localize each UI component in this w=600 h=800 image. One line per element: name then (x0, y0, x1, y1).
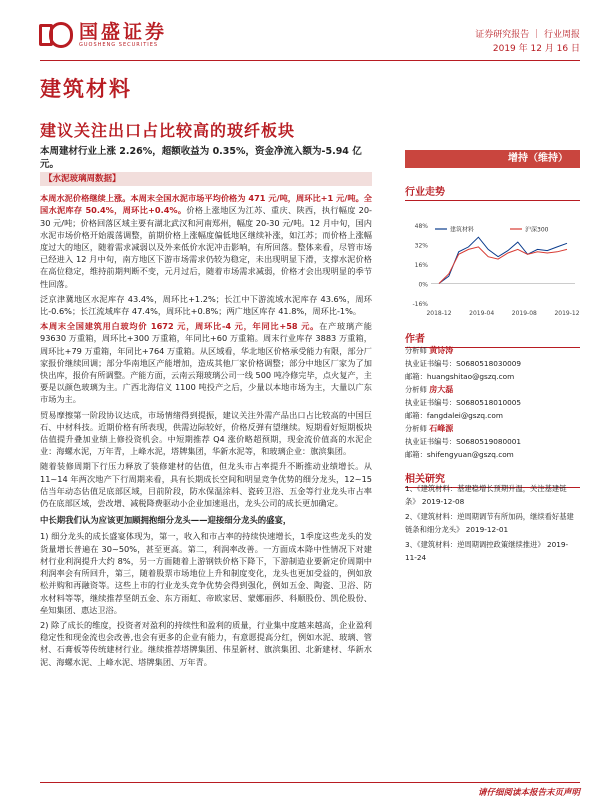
paragraph-text: 价格上涨地区为江苏、重庆、陕西，执行幅度 20-30 元/吨；价格回落区域主要有湖北武汉和河南郑州，幅度 20-30 元/吨。12 月中旬，国内水泥市场价格开始震荡调整，前期价格上涨幅度偏低地区继续补涨，如江苏；而价格上涨幅度过大的地区，随着需求减弱以及外来低价水泥冲击影响，有所回落。整体来看，尽管市场已经进入 12 月中旬，南方地区下游市场需求仍较为稳定，未出现明显下滑，支撑水泥价格在高位稳定，维持前期判断不变，元月过后，随着市场需求减弱，价格才会出现明显的季节性回落。 (40, 205, 372, 289)
research-item[interactable] (405, 538, 580, 564)
y-tick-label: 0% (418, 281, 428, 289)
author-entry (405, 383, 580, 422)
rating-badge: 增持（维持） (405, 150, 580, 168)
author-name: 房大磊 (429, 385, 454, 394)
y-tick-label: 16% (414, 262, 428, 269)
company-logo (39, 22, 167, 48)
authors-heading: 作者 (405, 330, 580, 348)
section-heading: 【水泥玻璃周数据】 (40, 172, 372, 186)
x-tick-label: 2018-12 (426, 310, 452, 317)
trend-heading: 行业走势 (405, 183, 580, 201)
header-meta (475, 28, 580, 56)
footer-divider (40, 782, 580, 783)
research-list (405, 482, 580, 566)
research-item[interactable] (405, 482, 580, 508)
author-cert: 执业证书编号：S0680518010005 (405, 398, 522, 407)
author-role: 分析师 (405, 385, 430, 394)
y-tick-label: 32% (414, 242, 428, 250)
author-name-line (405, 383, 580, 396)
authors-list (405, 344, 580, 461)
paragraph (40, 320, 372, 405)
paragraph: 1) 细分龙头的成长盛宴体现为，第一，收入和市占率的持续快速增长，1季度这些龙头的发货量增长普遍在 30~50%，甚至更高。第二，利润率改善。一方面成本降中性情况下对建材行业利润提升大约 8%，另一方面随着上游钢铁价格下降下，下游制造业要新定价周期中利润率会有所回升，第三，随着股票市场地位上升和制度变化，龙头也更加受益的，例如放松并购和再融资等。这些上市的行业龙头竞争优势会得到强化，例如五金、陶瓷、卫浴、防水材料等等，继续推荐坚朗五金、东方雨虹、帝欧家居、蒙娜丽莎、科顺股份、凯伦股份、垒知集团、惠达卫浴。 (40, 531, 372, 615)
paragraph-text: 在产玻璃产能 93630 万重箱，周环比+300 万重箱，年同比+60 万重箱。周末行业库存 3883 万重箱，周环比+79 万重箱，年同比+764 万重箱。从区域看，华北地区价格承受能力有限，部分厂家报价继续回调；部分华南地区产能增加，造成其他厂家价格调整；部分中地区厂家为了加快出库，报价有所调整。产能方面，云南云翔玻璃公司一线 500 吨冷修完毕，点火复产，主要是以颜色玻璃为主。广西北海信义 1100 吨投产之后，少量以本地市场为主，大量以广东市场为主。 (40, 321, 372, 405)
author-role: 分析师 (405, 424, 430, 433)
paragraph: 随着装修周期下行压力释放了装修建材的估值，但龙头市占率提升不断推动业绩增长。从 11~14 年两次地产下行周期来看，具有长期成长空间和明显竞争优势的细分龙头，12~15 估当年动态估值足底部区域，目前阶段，防水保温涂料、瓷砖卫浴、五金等行业龙头市占率仍在底部区域，尝改增、减税降费驱动小企业加速退出，龙头公司的成长更加确定。 (40, 461, 372, 509)
main-body (40, 168, 372, 671)
trend-chart (405, 215, 580, 320)
author-name: 石峰源 (429, 424, 454, 433)
research-title: 3、《建筑材料：逆周期调控政策继续推进》 (405, 540, 547, 549)
legend-label: 建筑材料 (450, 226, 475, 234)
author-email[interactable]: 邮箱：shifengyuan@gszq.com (405, 450, 514, 459)
y-tick-label: -16% (412, 301, 428, 308)
header-divider (40, 60, 580, 61)
author-entry (405, 422, 580, 461)
paragraph: 泛京津冀地区水泥库存 43.4%，周环比+1.2%；长江中下游流域水泥库存 43.6%，周环比-0.6%；长江流域库存 47.4%，周环比+0.8%；两广地区库存 41.8%，周环比-1%。 (40, 293, 372, 317)
footer-note: 请仔细阅读本报告末页声明 (477, 788, 580, 798)
research-date: 2019-12-08 (421, 497, 465, 506)
report-date: 2019 年 12 月 16 日 (492, 44, 580, 54)
author-email[interactable]: 邮箱：fangdalei@gszq.com (405, 411, 503, 420)
x-tick-label: 2019-04 (469, 310, 495, 317)
summary: 本周建材行业上涨 2.26%，超额收益为 0.35%，资金净流入额为-5.94 亿元。 (40, 146, 362, 170)
logo-name-en: GUOSHENG SECURITIES (79, 42, 159, 48)
author-entry (405, 344, 580, 383)
research-date: 2019-12-01 (465, 525, 509, 534)
research-date: 2019-11-24 (405, 540, 569, 562)
research-title: 2、《建筑材料：逆周期调节有所加码，继续看好基建链条和细分龙头》 (405, 512, 574, 534)
logo-icon (39, 22, 73, 48)
report-title: 建议关注出口占比较高的玻纤板块 (40, 121, 296, 140)
author-cert: 执业证书编号：S0680518030009 (405, 359, 522, 368)
paragraph: 贸易摩擦第一阶段协议达成，市场情绪得到提振，建议关注外需产品出口占比较高的中国巨石、中材科技。近期价格有所表现，供需边际较好，价格反弹有望继续。短期看好短期板块估值提升叠加业绩上修投资机会。中短期推荐 Q4 涨价略超预期，现金流价值高的水泥企业：海螺水泥，万年青，上峰水泥，塔牌集团，华新水泥等，和玻璃企业：旗滨集团。 (40, 409, 372, 457)
paragraph-highlight: 本周水泥价格继续上涨。本周末全国水泥市场平均价格为 471 元/吨，周环比+1 元/吨。全国水泥库存 50.4%，周环比+0.4%。 (40, 193, 372, 216)
research-item[interactable] (405, 510, 580, 536)
research-title: 1、《建筑材料：基建稳增长预期升温，关注基建链条》 (405, 484, 567, 506)
y-tick-label: 48% (414, 223, 428, 230)
author-name-line (405, 422, 580, 435)
author-email[interactable]: 邮箱：huangshitao@gszq.com (405, 372, 515, 381)
paragraph: 2) 除了成长的维度，投资者对盈利的持续性和盈利的质量，行业集中度越来越高，企业盈利稳定性和现金流也会改善,也会有更多的企业有能力，有意愿提高分红，例如水泥、玻璃、管材、石膏板等传统建材行业。继续推荐塔牌集团、伟星新材、旗滨集团、北新建材、华新水泥、海螺水泥、上峰水泥、塔牌集团、万年青。 (40, 619, 372, 667)
author-role: 分析师 (405, 346, 430, 355)
author-name: 黄诗涛 (429, 346, 454, 355)
logo-name-cn: 国盛证券 (79, 21, 168, 43)
key-view: 中长期我们认为应该更加顾拥抱细分龙头——迎接细分龙头的盛宴， (40, 515, 292, 526)
trend-chart-svg (405, 215, 580, 320)
author-cert: 执业证书编号：S0680519080001 (405, 437, 522, 446)
report-type: 证券研究报告 ｜ 行业周报 (475, 30, 580, 40)
legend-label: 沪深300 (525, 226, 549, 234)
paragraph-highlight: 本周末全国建筑用白玻均价 1672 元，周环比-4 元，年同比+58 元。 (40, 321, 320, 332)
series-line-1 (439, 237, 567, 283)
research-heading: 相关研究 (405, 470, 580, 488)
sector-title: 建筑材料 (40, 77, 132, 101)
x-tick-label: 2019-08 (511, 310, 537, 317)
author-name-line (405, 344, 580, 357)
paragraph (40, 192, 372, 290)
x-tick-label: 2019-12 (554, 310, 580, 317)
